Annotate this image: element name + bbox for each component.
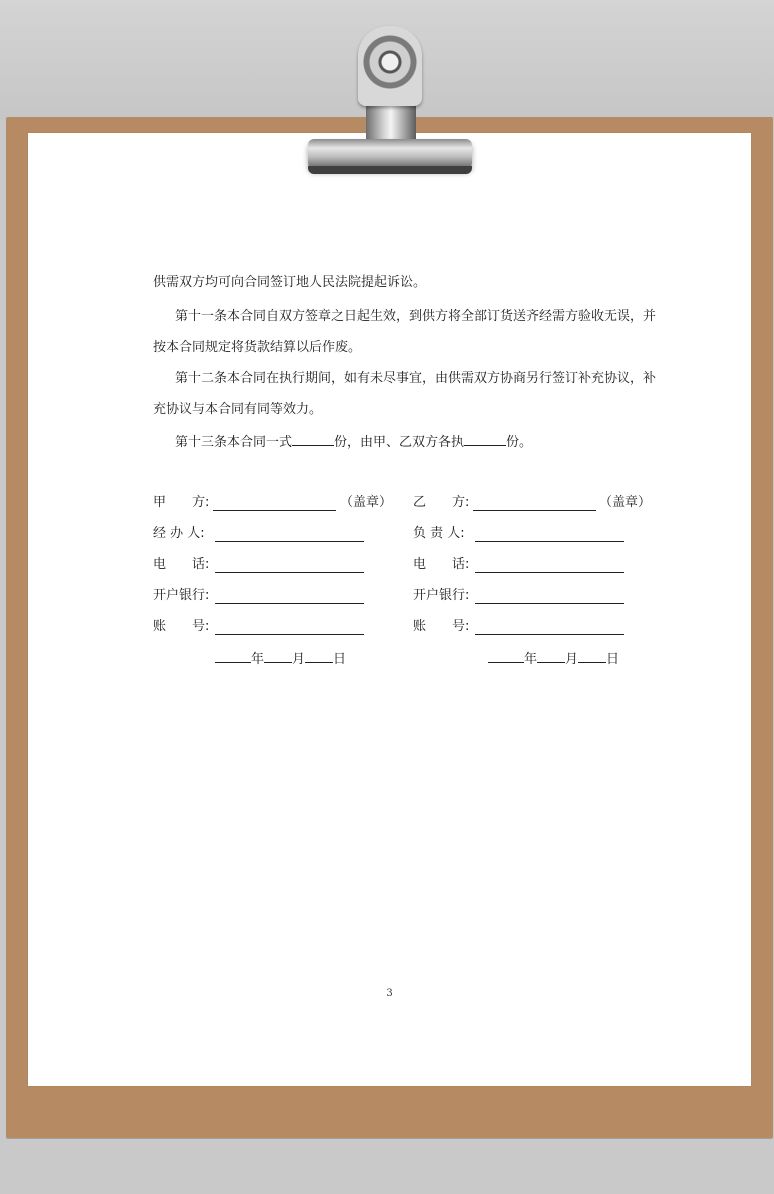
party-b-name-line[interactable] — [473, 510, 596, 511]
party-b-bank-line[interactable] — [475, 603, 624, 604]
party-b-responsible-label: 负 责 人: — [413, 526, 465, 541]
party-a-month-blank[interactable] — [264, 650, 292, 663]
article-13 — [175, 433, 532, 451]
party-b-year-blank[interactable] — [488, 650, 524, 663]
party-b-date — [488, 650, 619, 668]
party-a-handler-line[interactable] — [215, 541, 364, 542]
article-13-part3: 份。 — [506, 435, 533, 450]
party-b-bank-label: 开户银行: — [413, 588, 470, 603]
party-a-phone-label: 电 话: — [153, 557, 210, 572]
party-a-day-label: 日 — [333, 652, 347, 667]
party-b-account-line[interactable] — [475, 634, 624, 635]
contract-text — [28, 133, 751, 1086]
page-number: 3 — [386, 988, 393, 999]
party-b-seal: （盖章） — [599, 495, 652, 510]
party-b-label: 乙 方: — [413, 495, 470, 510]
party-a-bank-line[interactable] — [215, 603, 364, 604]
party-b-day-label: 日 — [606, 652, 620, 667]
party-a-handler-label: 经 办 人: — [153, 526, 205, 541]
copies-total-blank[interactable] — [292, 433, 334, 446]
party-a-account-line[interactable] — [215, 634, 364, 635]
binder-clip-icon — [300, 26, 480, 178]
paragraph-1: 供需双方均可向合同签订地人民法院提起诉讼。 — [153, 275, 427, 290]
article-13-part2: 份，由甲、乙双方各执 — [334, 435, 465, 450]
party-a-seal: （盖章） — [340, 495, 393, 510]
paragraph-4: 第十二条本合同在执行期间，如有未尽事宜，由供需双方协商另行签订补充协议，补 — [175, 371, 657, 386]
party-b-month-blank[interactable] — [537, 650, 565, 663]
party-a-account-label: 账 号: — [153, 619, 210, 634]
party-a-day-blank[interactable] — [305, 650, 333, 663]
document-page — [28, 133, 751, 1086]
party-b-account-label: 账 号: — [413, 619, 470, 634]
paragraph-5: 充协议与本合同有同等效力。 — [153, 402, 323, 417]
paragraph-3: 按本合同规定将货款结算以后作废。 — [153, 340, 362, 355]
party-b-phone-line[interactable] — [475, 572, 624, 573]
party-a-name-line[interactable] — [213, 510, 336, 511]
party-a-year-blank[interactable] — [215, 650, 251, 663]
party-a-date — [215, 650, 346, 668]
article-13-part1: 第十三条本合同一式 — [175, 435, 293, 450]
party-b-year-label: 年 — [524, 652, 538, 667]
party-b-phone-label: 电 话: — [413, 557, 470, 572]
party-b-responsible-line[interactable] — [475, 541, 624, 542]
copies-each-blank[interactable] — [464, 433, 506, 446]
party-a-year-label: 年 — [251, 652, 265, 667]
party-a-bank-label: 开户银行: — [153, 588, 210, 603]
party-b-day-blank[interactable] — [578, 650, 606, 663]
party-b-month-label: 月 — [565, 652, 579, 667]
party-a-label: 甲 方: — [153, 495, 210, 510]
party-a-month-label: 月 — [292, 652, 306, 667]
party-a-phone-line[interactable] — [215, 572, 364, 573]
paragraph-2: 第十一条本合同自双方签章之日起生效，到供方将全部订货送齐经需方验收无误，并 — [175, 309, 657, 324]
